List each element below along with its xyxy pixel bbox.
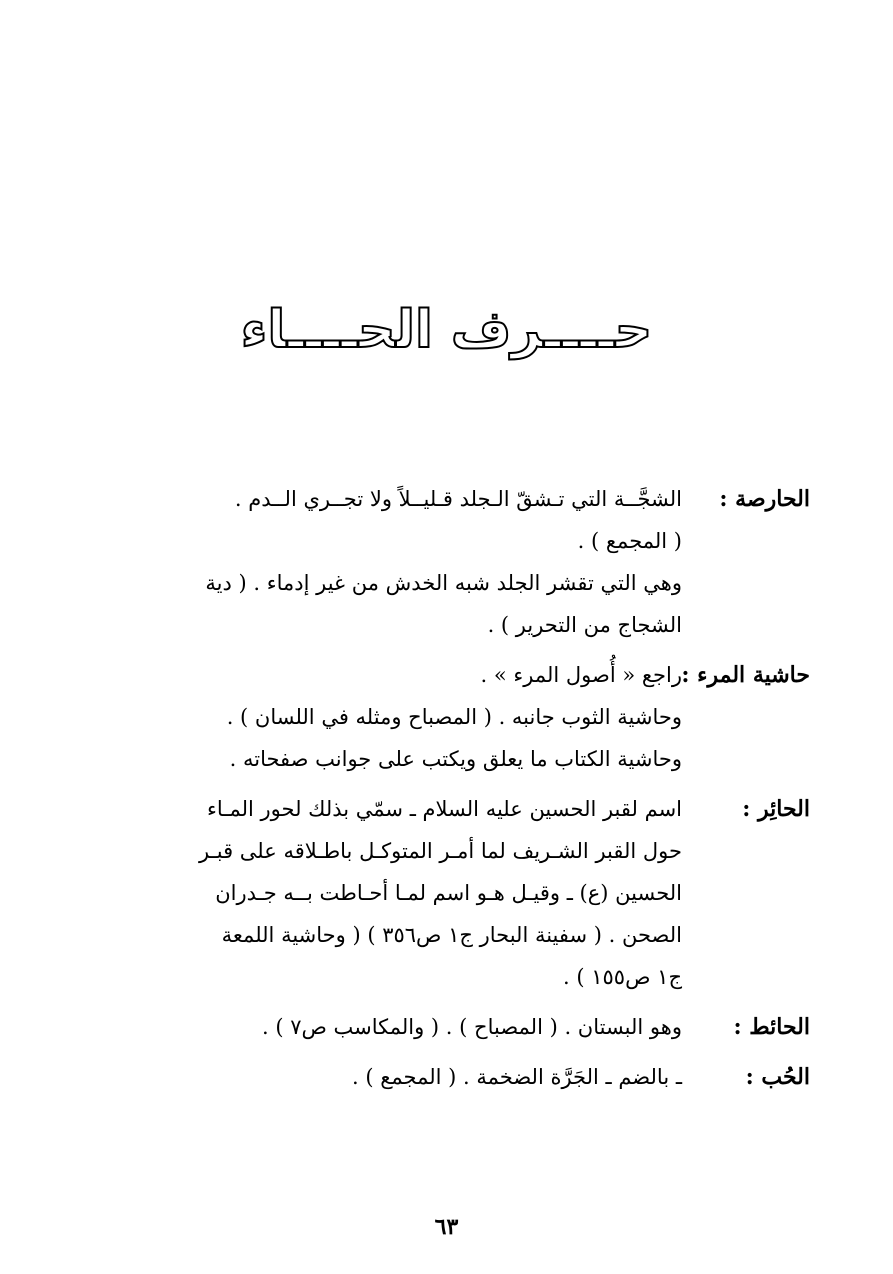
page-number: ٦٣ [434, 1214, 459, 1240]
glossary-entry [80, 1006, 810, 1048]
definition-line: الشجاج من التحرير ) . [487, 613, 682, 637]
entry-term: الحارصة : [719, 486, 810, 512]
glossary-entry [80, 478, 810, 646]
chapter-title: حــــرف الحــــاء [240, 300, 653, 360]
definition-line: الحسين (ع) ـ وقيـل هـو اسم لمـا أحـاطت بــه جـدران [215, 881, 682, 905]
entry-definition [80, 654, 690, 780]
definition-line: ـ بالضم ـ الجَرَّة الضخمة . ( المجمع ) . [352, 1065, 682, 1089]
definition-line: اسم لقبر الحسين عليه السلام ـ سمّي بذلك لحور المـاء [207, 797, 682, 821]
entry-term: الحُب : [745, 1064, 810, 1090]
definition-line: وحاشية الثوب جانبه . ( المصباح ومثله في اللسان ) . [226, 705, 682, 729]
entry-definition [80, 1056, 690, 1098]
entry-term: حاشية المرء : [681, 662, 810, 688]
entry-definition [80, 788, 690, 998]
glossary-entry [80, 1056, 810, 1098]
definition-line: الشجَّــة التي تـشقّ الـجلد قـليــلاً ولا تجــري الــدم . [234, 487, 682, 511]
entry-term: الحائِر : [742, 796, 810, 822]
glossary-entry [80, 788, 810, 998]
definition-line: وهو البستان . ( المصباح ) . ( والمكاسب ص٧ ) . [261, 1015, 682, 1039]
definition-line: وحاشية الكتاب ما يعلق ويكتب على جوانب صفحاته . [229, 747, 682, 771]
definition-line: وهي التي تقشر الجلد شبه الخدش من غير إدماء . ( دية [205, 571, 682, 595]
entry-definition [80, 478, 690, 646]
glossary-entries [80, 478, 810, 1106]
definition-line: راجع « أُصول المرء » . [480, 663, 682, 687]
entry-term: الحائط : [733, 1014, 810, 1040]
glossary-entry [80, 654, 810, 780]
definition-line: حول القبر الشـريف لما أمـر المتوكـل باطـلاقه على قبـر [199, 839, 682, 863]
definition-line: ج١ ص١٥٥ ) . [563, 965, 682, 989]
definition-line: الصحن . ( سفينة البحار ج١ ص٣٥٦ ) ( وحاشية اللمعة [221, 923, 682, 947]
entry-definition [80, 1006, 690, 1048]
definition-line: ( المجمع ) . [577, 529, 682, 553]
